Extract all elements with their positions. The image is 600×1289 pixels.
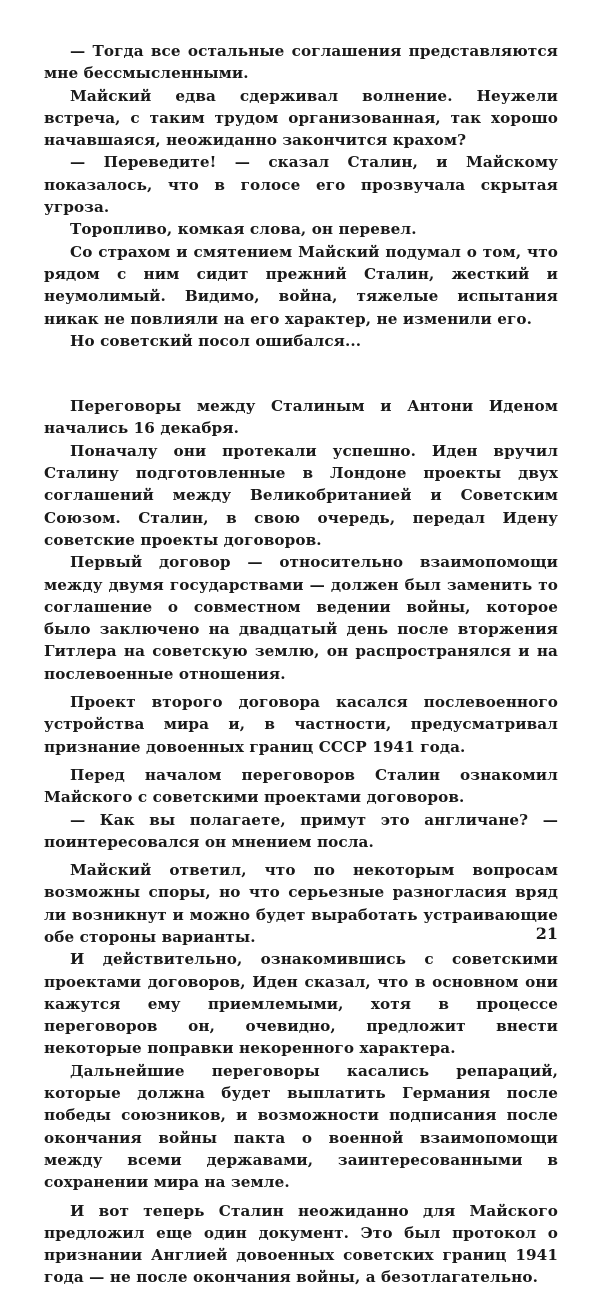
page-body: [44, 40, 558, 1289]
paragraph: Дальнейшие переговоры касались репараций, которые должна будет выплатить Германия после победы союзников, и возможности подписания после окончания войны пакта о военной взаимопомощи между всеми державами, заинтересованными в сохранении мира на земле.: [44, 1061, 558, 1192]
paragraph: Проект второго договора касался послевоенного устройства мира и, в частности, предусматривал признание довоенных границ СССР 1941 года.: [44, 693, 558, 756]
section-break: [44, 352, 558, 395]
paragraph: Майский едва сдерживал волнение. Неужели встреча, с таким трудом организованная, так хорошо начавшаяся, неожиданно закончится крахом?: [44, 86, 558, 150]
paragraph: И вот теперь Сталин неожиданно для Майского предложил еще один документ. Это был протокол о признании Англией довоенных советских границ 1941 года — не после окончания войны, а безотлагательно.: [44, 1201, 558, 1287]
paragraph: Перед началом переговоров Сталин ознакомил Майского с советскими проектами договоров.: [44, 765, 558, 807]
paragraph: Майский ответил, что по некоторым вопросам возможны споры, но что серьезные разногласия вряд ли возникнут и можно будет выработать устраивающие обе стороны варианты.: [44, 861, 558, 946]
paragraph: — Переведите! — сказал Сталин, и Майскому показалось, что в голосе его прозвучала скрытая угроза.: [44, 153, 558, 217]
paragraph: Первый договор — относительно взаимопомощи между двумя государствами — должен был заменить то соглашение о совместном ведении войны, которое было заключено на двадцатый день после вторжения Гитлера на советскую землю, он распространялся и на послевоенные отношения.: [44, 553, 558, 683]
paragraph: Но советский посол ошибался...: [70, 331, 362, 350]
paragraph: И действительно, ознакомившись с советскими проектами договоров, Иден сказал, что в основном они кажутся ему приемлемыми, хотя в процессе переговоров он, очевидно, предложит внести некоторые поправки некоренного характера.: [44, 950, 558, 1058]
paragraph: Со страхом и смятением Майский подумал о том, что рядом с ним сидит прежний Сталин, жесткий и неумолимый. Видимо, война, тяжелые испытания никак не повлияли на его характер, не изменили его.: [44, 242, 558, 328]
paragraph: Торопливо, комкая слова, он перевел.: [70, 220, 417, 239]
paragraph: Поначалу они протекали успешно. Иден вручил Сталину подготовленные в Лондоне проекты двух соглашений между Великобританией и Советским Союзом. Сталин, в свою очередь, передал Идену советские проекты договоров.: [44, 441, 558, 549]
page-number: 21: [535, 924, 558, 943]
paragraph: Переговоры между Сталиным и Антони Иденом начались 16 декабря.: [44, 397, 558, 438]
paragraph: — Как вы полагаете, примут это англичане? — поинтересовался он мнением посла.: [44, 810, 558, 851]
paragraph: — Тогда все остальные соглашения представляются мне бессмысленными.: [44, 42, 558, 83]
